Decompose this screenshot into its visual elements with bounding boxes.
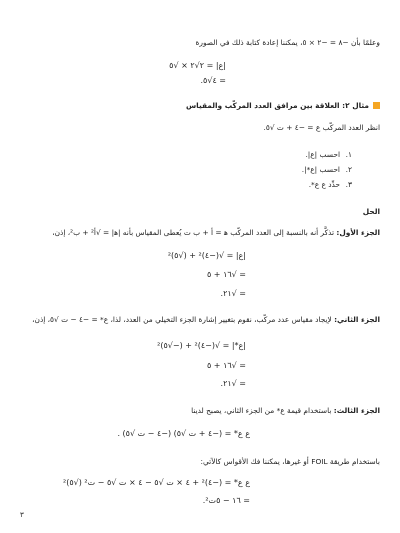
part2-text: الجزء الثاني: لإيجاد مقياس عدد مركّب، نقوم بتغيير إشارة الجزء التخيلي من العدد، لذا، ع* = −٤ − ت √٥، إذن،	[32, 315, 380, 324]
part3-text: الجزء الثالث: باستخدام قيمة ع* من الجزء الثاني، يصبح لدينا	[191, 406, 380, 415]
part2-equation-a: |ع*| = √(−٤)² + (−√٥)²	[157, 341, 246, 350]
part3-text-foil: باستخدام طريقة FOIL أو غيرها، يمكننا فك الأقواس كالآتي:	[200, 457, 380, 466]
part2-equation-b: = √١٦ + ٥	[206, 361, 246, 370]
solution-heading: الحل	[362, 207, 380, 216]
intro-line: وعلمًا بأن −٨ = −٢ × ٥، يمكننا إعادة كتابة ذلك في الصورة	[195, 38, 380, 47]
example-item: ١.احسب |ع|.	[305, 150, 352, 159]
page-number: ٣	[20, 511, 24, 519]
equation-modulus-simplified: |ع| = ٢√٢ × √٥	[169, 61, 226, 70]
part1-equation-a: |ع| = √(−٤)² + (√٥)²	[167, 251, 246, 260]
equation-modulus-result: = ٤√٥.	[200, 76, 226, 85]
part3-equation-c: = ١٦ − ٥ت².	[202, 496, 250, 505]
example-statement: انظر العدد المركّب ع = −٤ + ت √٥.	[263, 123, 380, 132]
example-item: ٣.حدِّد ع ع*.	[308, 180, 352, 189]
part3-equation-b: ع ع* = (−٤)² + ٤ × ت √٥ − ٤ × ت √٥ − ت² (√٥)²	[62, 478, 250, 487]
example-item: ٢.احسب |ع*|.	[301, 165, 352, 174]
part1-equation-b: = √١٦ + ٥	[206, 270, 246, 279]
part2-equation-c: = √٢١.	[220, 379, 246, 388]
bullet-square-icon	[373, 102, 380, 109]
part1-text: الجزء الأول: تذكَّر أنه بالنسبة إلى العدد المركّب ﻫ = أ + ب ت يُعطى المقياس بأنه |ﻫ| = √أ² + ب²، إذن،	[52, 228, 380, 237]
part1-equation-c: = √٢١.	[220, 289, 246, 298]
part3-equation-a: ع ع* = (−٤ + ت √٥) (−٤ − ت √٥) .	[117, 429, 250, 438]
example-title: مثال ٢: العلاقة بين مرافق العدد المركّب والمقياس	[20, 101, 380, 111]
